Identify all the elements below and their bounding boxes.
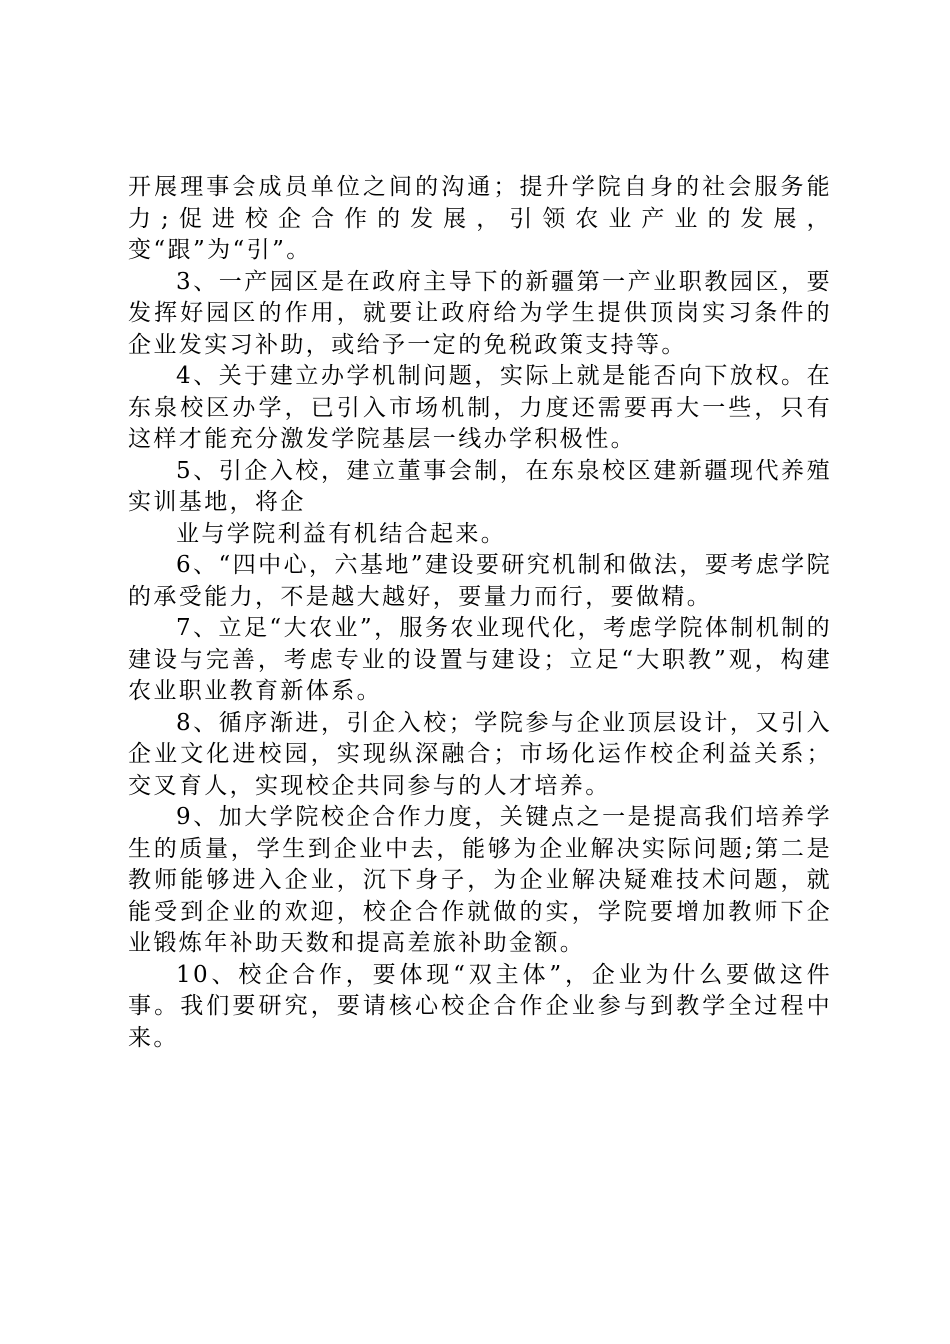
- paragraph-9: 9、加大学院校企合作力度，关键点之一是提高我们培养学生的质量，学生到企业中去，能够为企业解决实际问题;第二是教师能够进入企业，沉下身子，为企业解决疑难技术问题，就能受到企业的欢迎，校企合作就做的实，学院要增加教师下企业锻炼年补助天数和提高差旅补助金额。: [128, 804, 832, 956]
- document-body: [128, 172, 832, 1054]
- paragraph-5-continuation: 业与学院利益有机结合起来。: [176, 520, 507, 547]
- paragraph-6: 6、“四中心，六基地”建设要研究机制和做法，要考虑学院的承受能力，不是越大越好，要量力而行，要做精。: [128, 552, 832, 610]
- paragraph-8: 8、循序渐进，引企入校；学院参与企业顶层设计，又引入企业文化进校园，实现纵深融合；市场化运作校企利益关系；交叉育人，实现校企共同参与的人才培养。: [128, 709, 832, 799]
- paragraph-intro: 开展理事会成员单位之间的沟通；提升学院自身的社会服务能力;促进校企合作的发展，引领农业产业的发展，变“跟”为“引”。: [128, 174, 832, 263]
- paragraph-5: 5、引企入校，建立董事会制，在东泉校区建新疆现代养殖实训基地，将企: [128, 457, 832, 515]
- paragraph-10: 10、校企合作，要体现“双主体”，企业为什么要做这件事。我们要研究，要请核心校企合作企业参与到教学全过程中来。: [128, 961, 832, 1051]
- paragraph-4: 4、关于建立办学机制问题，实际上就是能否向下放权。在东泉校区办学，已引入市场机制，力度还需要再大一些，只有这样才能充分激发学院基层一线办学积极性。: [128, 363, 832, 452]
- paragraph-3: 3、一产园区是在政府主导下的新疆第一产业职教园区，要发挥好园区的作用，就要让政府给为学生提供顶岗实习条件的企业发实习补助，或给予一定的免税政策支持等。: [128, 268, 832, 358]
- paragraph-7: 7、立足“大农业”，服务农业现代化，考虑学院体制机制的建设与完善，考虑专业的设置与建设；立足“大职教”观，构建农业职业教育新体系。: [128, 615, 832, 704]
